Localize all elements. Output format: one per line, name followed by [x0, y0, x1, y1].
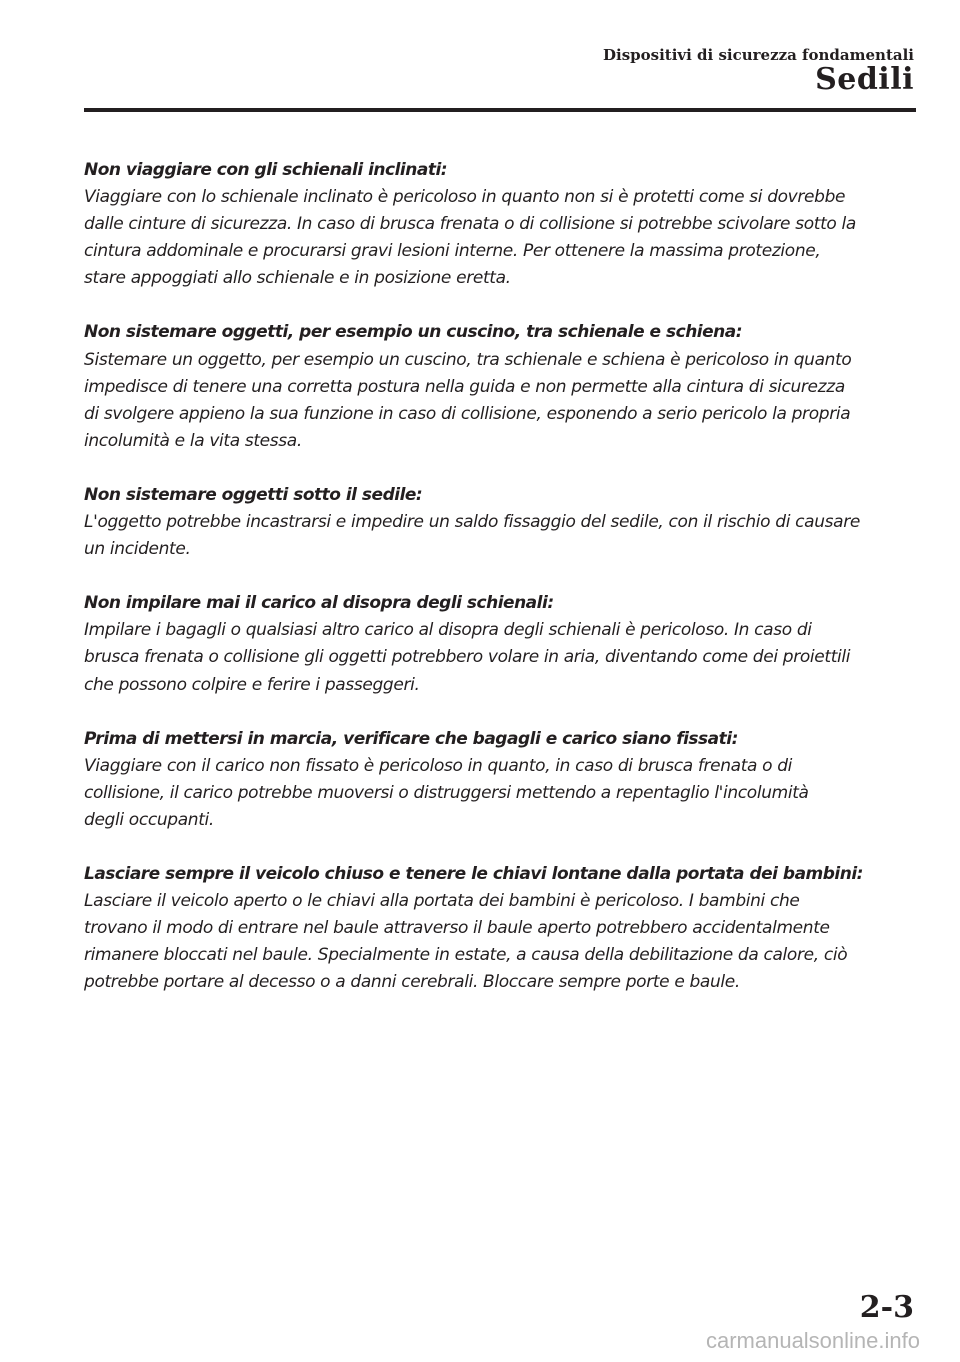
warning-heading: Non sistemare oggetti sotto il sedile: — [84, 484, 423, 505]
warning-list — [84, 157, 918, 1023]
warning-secure-cargo — [84, 726, 918, 834]
warning-objects-under-seat — [84, 482, 918, 563]
warning-text-line: Sistemare un oggetto, per esempio un cuscino, tra schienale e schiena è pericoloso in quanto — [84, 349, 852, 370]
page-title: Sedili — [815, 62, 914, 97]
page-number: 2-3 — [859, 1290, 914, 1325]
warning-reclined-seatbacks — [84, 157, 918, 292]
warning-text-line: incolumità e la vita stessa. — [84, 430, 302, 451]
warning-text-line: Viaggiare con lo schienale inclinato è pericoloso in quanto non si è protetti come si dovrebbe — [84, 187, 846, 208]
warning-text-line: collisione, il carico potrebbe muoversi o distruggersi mettendo a repentaglio l'incolumità — [84, 782, 809, 803]
watermark: carmanualsonline.info — [705, 1328, 920, 1353]
warning-heading: Prima di mettersi in marcia, verificare che bagagli e carico siano fissati: — [84, 728, 738, 749]
warning-cargo-above-seatbacks — [84, 590, 918, 698]
warning-text-line: Viaggiare con il carico non fissato è pericoloso in quanto, in caso di brusca frenata o di — [84, 755, 793, 776]
warning-text-line: degli occupanti. — [84, 809, 214, 830]
warning-objects-behind-back — [84, 319, 918, 454]
warning-text-line: un incidente. — [84, 539, 191, 560]
warning-text-line: impedisce di tenere una corretta postura nella guida e non permette alla cintura di sicurezza — [84, 376, 845, 397]
warning-text-line: potrebbe portare al decesso o a danni cerebrali. Bloccare sempre porte e baule. — [84, 972, 740, 993]
warning-text-line: Impilare i bagagli o qualsiasi altro carico al disopra degli schienali è pericoloso. In caso di — [84, 620, 812, 641]
warning-text-line: rimanere bloccati nel baule. Specialmente in estate, a causa della debilitazione da calore, ciò — [84, 945, 848, 966]
warning-text-line: brusca frenata o collisione gli oggetti potrebbero volare in aria, diventando come dei proiettili — [84, 647, 851, 668]
warning-text-line: di svolgere appieno la sua funzione in caso di collisione, esponendo a serio pericolo la propria — [84, 403, 851, 424]
warning-text-line: trovano il modo di entrare nel baule attraverso il baule aperto potrebbero accidentalmente — [84, 918, 830, 939]
section-title: Dispositivi di sicurezza fondamentali — [602, 46, 914, 64]
warning-heading: Lasciare sempre il veicolo chiuso e tenere le chiavi lontane dalla portata dei bambini: — [84, 863, 863, 884]
warning-text-line: stare appoggiati allo schienale e in posizione eretta. — [84, 268, 511, 289]
warning-text-line: L'oggetto potrebbe incastrarsi e impedire un saldo fissaggio del sedile, con il rischio di causare — [84, 512, 860, 533]
warning-heading: Non impilare mai il carico al disopra degli schienali: — [84, 593, 554, 614]
warning-text-line: che possono colpire e ferire i passeggeri. — [84, 674, 420, 695]
warning-text-line: dalle cinture di sicurezza. In caso di brusca frenata o di collisione si potrebbe scivolare sotto la — [84, 214, 856, 235]
header-divider — [84, 108, 916, 112]
warning-heading: Non sistemare oggetti, per esempio un cuscino, tra schienale e schiena: — [84, 322, 743, 343]
warning-text-line: cintura addominale e procurarsi gravi lesioni interne. Per ottenere la massima protezione, — [84, 241, 821, 262]
warning-lock-vehicle — [84, 861, 918, 996]
warning-heading: Non viaggiare con gli schienali inclinati: — [84, 160, 448, 180]
warning-text-line: Lasciare il veicolo aperto o le chiavi alla portata dei bambini è pericoloso. I bambini che — [84, 891, 800, 912]
